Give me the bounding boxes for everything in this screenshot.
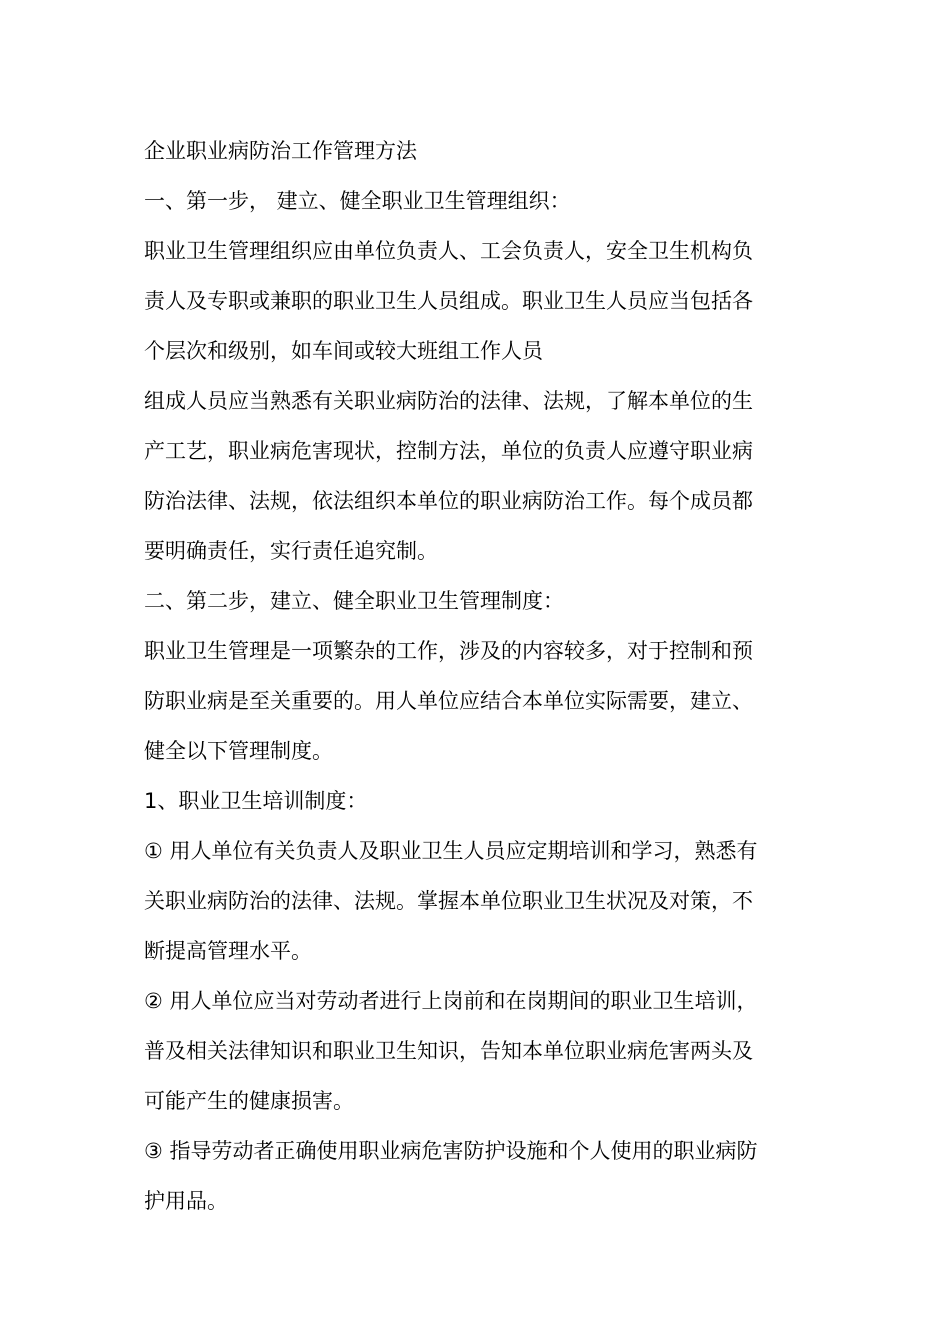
text-line: 职业卫生管理是一项繁杂的工作，涉及的内容较多，对于控制和预: [144, 639, 753, 663]
document-body: [144, 126, 808, 1226]
text-line: 产工艺，职业病危害现状，控制方法，单位的负责人应遵守职业病: [144, 439, 753, 463]
document-title: 企业职业病防治工作管理方法: [144, 139, 417, 163]
text-line: 健全以下管理制度。: [144, 739, 333, 763]
text-line: 防职业病是至关重要的。用人单位应结合本单位实际需要，建立、: [144, 689, 753, 713]
text-line: 护用品。: [144, 1189, 228, 1213]
subsection-heading-1: 1、职业卫生培训制度：: [144, 789, 368, 813]
section-heading-1: 一、第一步， 建立、健全职业卫生管理组织：: [144, 189, 571, 213]
text-line: 普及相关法律知识和职业卫生知识，告知本单位职业病危害两头及: [144, 1039, 753, 1063]
text-line: 要明确责任，实行责任追究制。: [144, 539, 438, 563]
text-line: 防治法律、法规，依法组织本单位的职业病防治工作。每个成员都: [144, 489, 753, 513]
list-item-3: ③ 指导劳动者正确使用职业病危害防护设施和个人使用的职业病防: [144, 1139, 758, 1163]
text-line: 组成人员应当熟悉有关职业病防治的法律、法规，了解本单位的生: [144, 389, 753, 413]
list-item-2: ② 用人单位应当对劳动者进行上岗前和在岗期间的职业卫生培训，: [144, 989, 758, 1013]
list-item-1: ① 用人单位有关负责人及职业卫生人员应定期培训和学习，熟悉有: [144, 839, 758, 863]
text-line: 关职业病防治的法律、法规。掌握本单位职业卫生状况及对策，不: [144, 889, 753, 913]
section-heading-2: 二、第二步，建立、健全职业卫生管理制度：: [144, 589, 564, 613]
text-line: 可能产生的健康损害。: [144, 1089, 354, 1113]
text-line: 断提高管理水平。: [144, 939, 312, 963]
text-line: 责人及专职或兼职的职业卫生人员组成。职业卫生人员应当包括各: [144, 289, 753, 313]
text-line: 个层次和级别，如车间或较大班组工作人员: [144, 339, 543, 363]
text-line: 职业卫生管理组织应由单位负责人、工会负责人，安全卫生机构负: [144, 239, 753, 263]
